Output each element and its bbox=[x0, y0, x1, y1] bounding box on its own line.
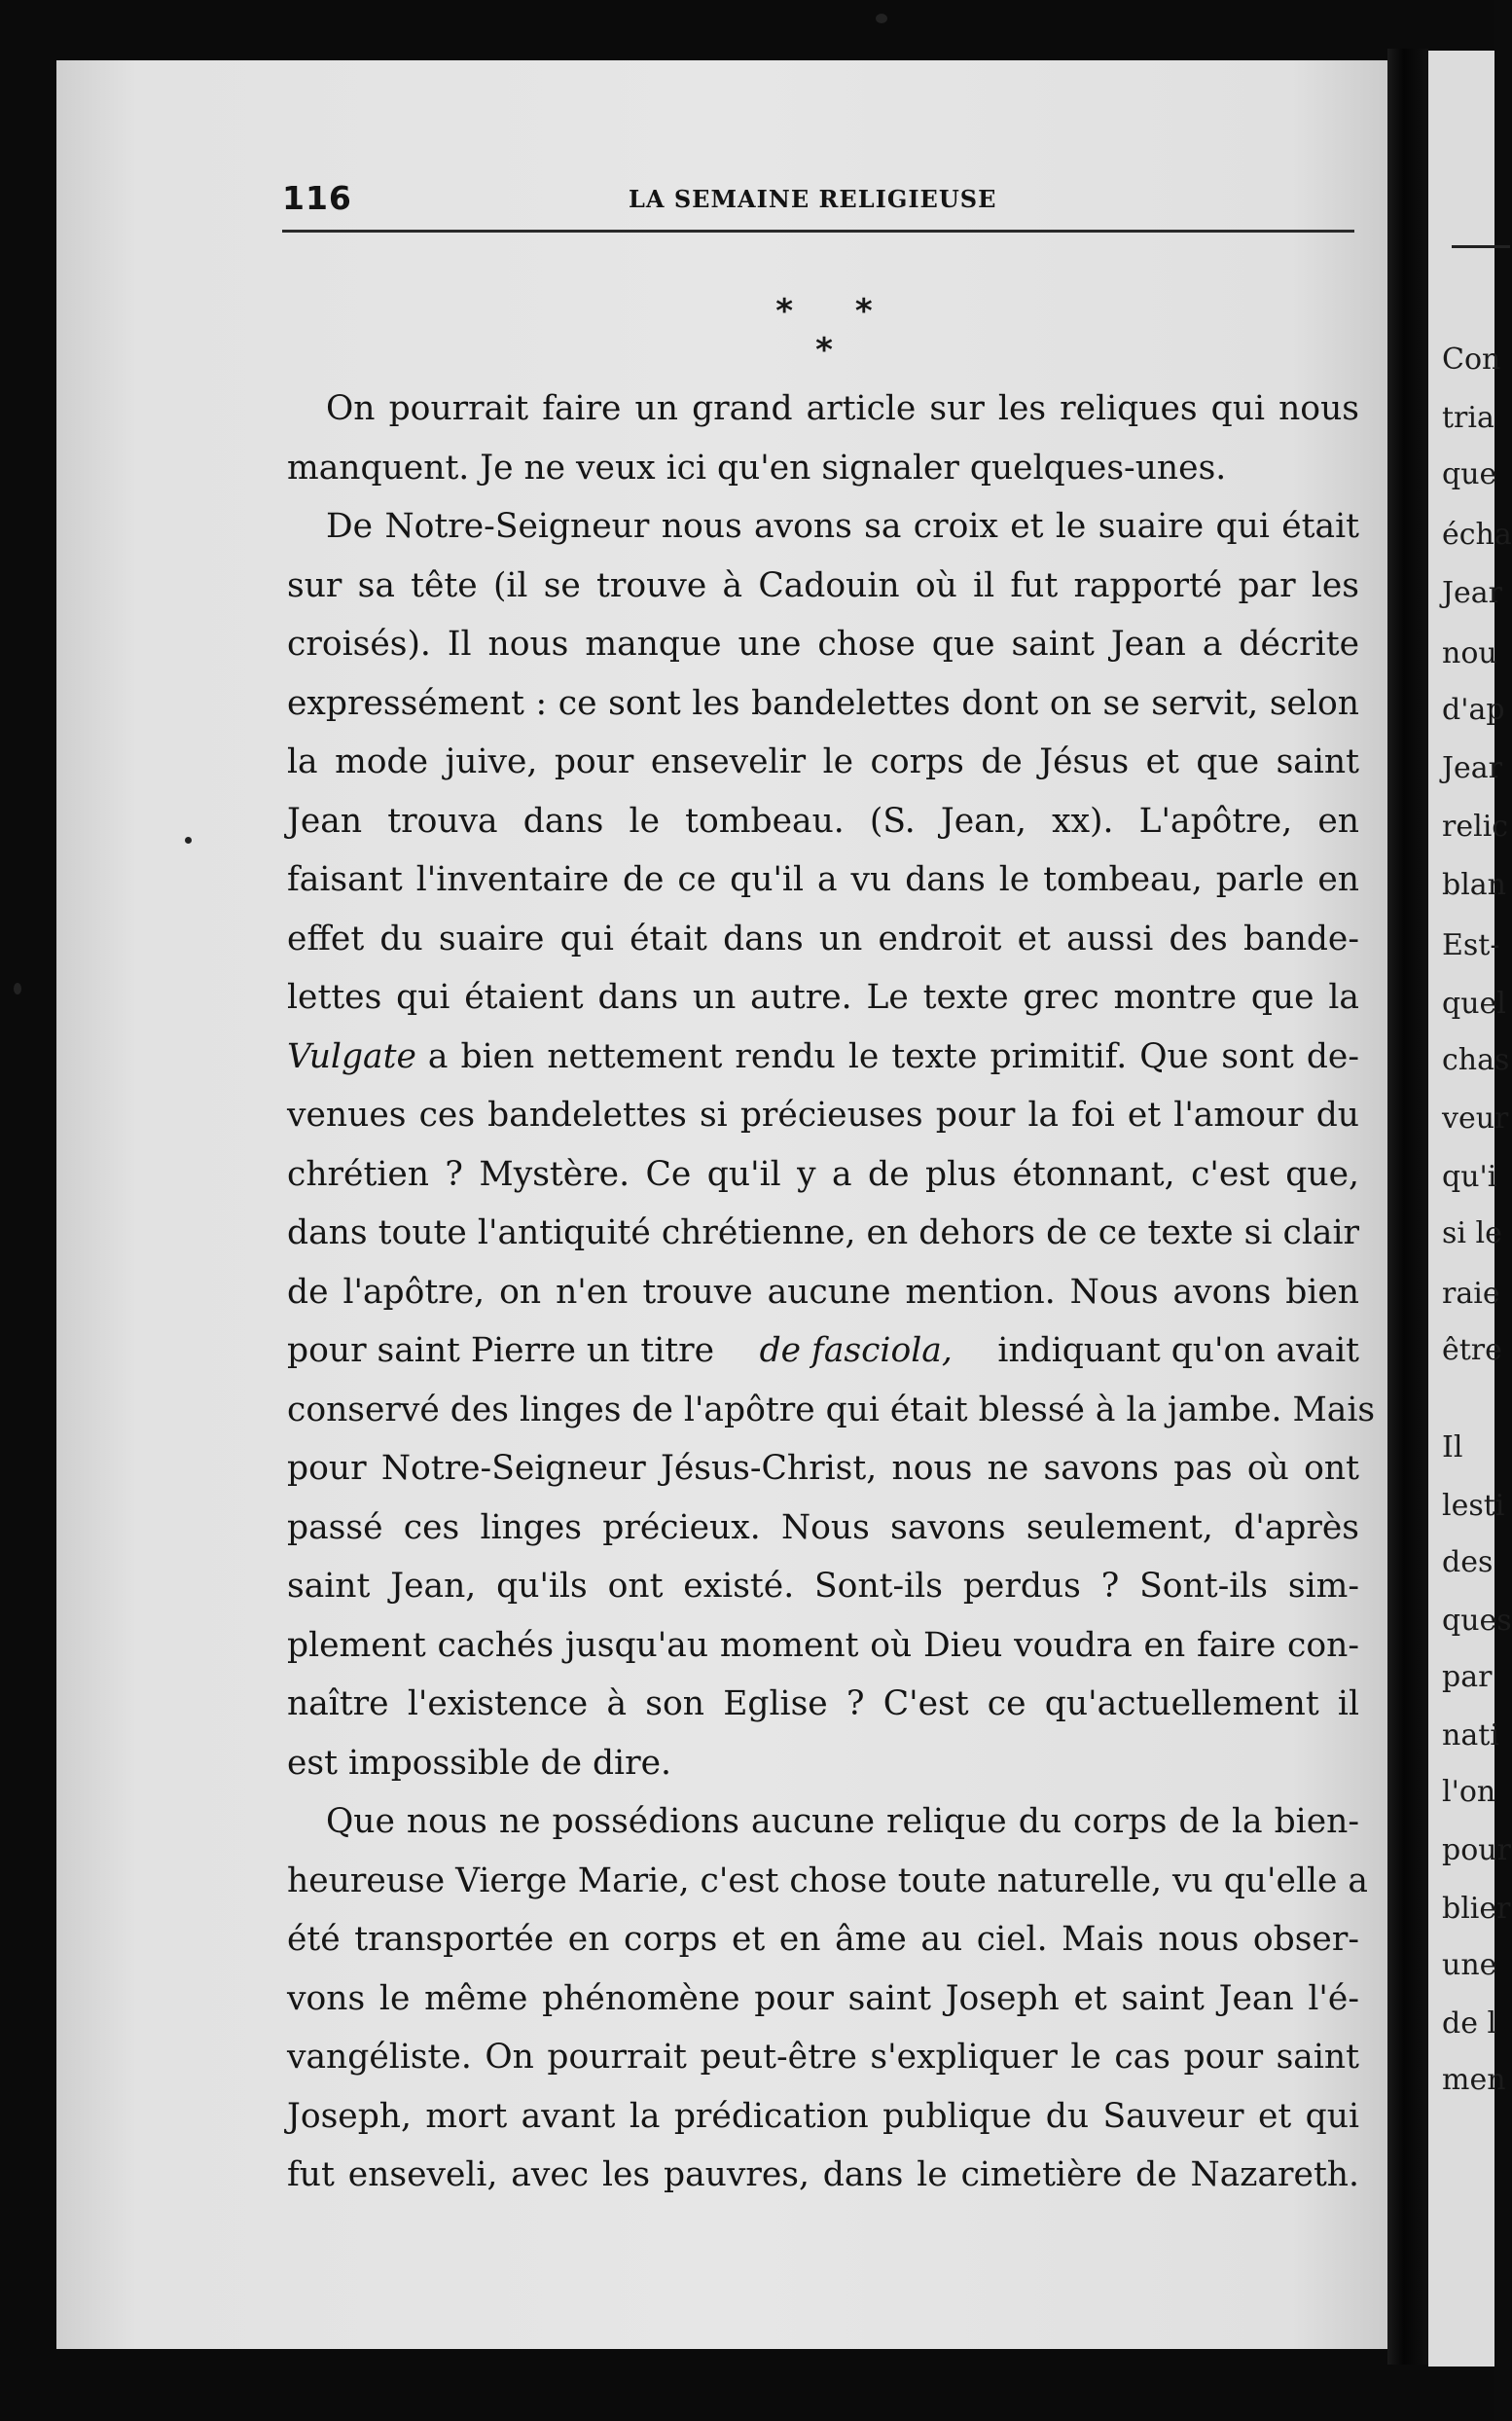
facing-page-line: l'on bbox=[1442, 1775, 1496, 1809]
italic-term-vulgate: Vulgate bbox=[287, 1036, 416, 1076]
text-line: vangéliste. On pourrait peut-être s'expliquer le cas pour saint bbox=[287, 2038, 1359, 2077]
facing-page-line: Est- bbox=[1442, 928, 1500, 962]
text-line: fut enseveli, avec les pauvres, dans le cimetière de Nazareth. bbox=[287, 2155, 1359, 2194]
text-fragment: pour saint Pierre un titre bbox=[287, 1331, 714, 1370]
facing-page-line: Jear bbox=[1442, 751, 1503, 785]
facing-page-line: être bbox=[1442, 1333, 1502, 1367]
text-fragment: indiquant qu'on avait bbox=[997, 1331, 1359, 1370]
facing-page-line: par bbox=[1442, 1660, 1493, 1694]
text-line: de l'apôtre, on n'en trouve aucune mention. Nous avons bien bbox=[287, 1272, 1359, 1312]
text-line: faisant l'inventaire de ce qu'il a vu dans le tombeau, parle en bbox=[287, 860, 1359, 899]
facing-page-line: veur bbox=[1442, 1102, 1509, 1136]
article-body bbox=[287, 379, 1376, 2205]
facing-page-line: écha bbox=[1442, 518, 1512, 552]
header-rule bbox=[282, 230, 1354, 233]
section-ornament: * * * bbox=[775, 292, 898, 370]
italic-term-fasciola: de fasciola, bbox=[759, 1331, 953, 1370]
text-line: dans toute l'antiquité chrétienne, en dehors de ce texte si clair bbox=[287, 1213, 1359, 1252]
facing-page-line: blier bbox=[1442, 1892, 1511, 1926]
facing-page-line: lesti bbox=[1442, 1489, 1505, 1523]
text-line: heureuse Vierge Marie, c'est chose toute naturelle, vu qu'elle a bbox=[287, 1861, 1368, 1900]
text-line: conservé des linges de l'apôtre qui était blessé à la jambe. Mais bbox=[287, 1390, 1376, 1429]
text-fragment: a bien nettement rendu le texte primitif. Que sont de- bbox=[427, 1036, 1359, 1076]
facing-page-line: si le bbox=[1442, 1216, 1502, 1250]
text-line: Jean trouva dans le tombeau. (S. Jean, xx). L'apôtre, en bbox=[287, 801, 1359, 841]
text-line-mixed bbox=[287, 1028, 1359, 1087]
facing-page-line: relic bbox=[1442, 810, 1509, 844]
text-line: passé ces linges précieux. Nous savons seulement, d'après bbox=[287, 1507, 1359, 1547]
facing-page-line: chas bbox=[1442, 1043, 1510, 1077]
facing-page-line: tria bbox=[1442, 401, 1494, 435]
facing-page-line: raie bbox=[1442, 1277, 1500, 1311]
running-title: LA SEMAINE RELIGIEUSE bbox=[629, 185, 997, 213]
facing-page-line: une bbox=[1442, 1948, 1497, 1982]
text-line: venues ces bandelettes si précieuses pour la foi et l'amour du bbox=[287, 1096, 1359, 1135]
text-line: chrétien ? Mystère. Ce qu'il y a de plus étonnant, c'est que, bbox=[287, 1154, 1359, 1194]
text-line: plement cachés jusqu'au moment où Dieu voudra en faire con- bbox=[287, 1625, 1359, 1665]
page-number: 116 bbox=[282, 179, 352, 217]
text-line: vons le même phénomène pour saint Joseph et saint Jean l'é- bbox=[287, 1978, 1359, 2018]
text-line: naître l'existence à son Eglise ? C'est ce qu'actuellement il bbox=[287, 1684, 1359, 1723]
text-line: sur sa tête (il se trouve à Cadouin où il fut rapporté par les bbox=[287, 565, 1359, 605]
facing-page-line: des bbox=[1442, 1545, 1494, 1579]
page-header bbox=[282, 179, 1352, 218]
text-line: expressément : ce sont les bandelettes dont on se servit, selon bbox=[287, 683, 1359, 723]
book-gutter bbox=[1387, 49, 1428, 2365]
text-line: Joseph, mort avant la prédication publique du Sauveur et qui bbox=[287, 2096, 1359, 2136]
facing-page-line: Con bbox=[1442, 343, 1501, 377]
facing-page-line: qu'i bbox=[1442, 1160, 1497, 1194]
facing-page-line: blan bbox=[1442, 868, 1507, 902]
facing-page-line: d'ap bbox=[1442, 693, 1505, 727]
text-line: la mode juive, pour ensevelir le corps de Jésus et que saint bbox=[287, 742, 1359, 781]
facing-page-line: Il bbox=[1442, 1430, 1463, 1464]
facing-page-line: Jear bbox=[1442, 576, 1503, 610]
text-line: effet du suaire qui était dans un endroit et aussi des bande- bbox=[287, 919, 1359, 958]
facing-page-rule bbox=[1452, 245, 1510, 248]
facing-page-fragment bbox=[1428, 51, 1512, 2367]
facing-page-line: ques bbox=[1442, 1604, 1512, 1638]
text-line: lettes qui étaient dans un autre. Le texte grec montre que la bbox=[287, 978, 1359, 1017]
facing-page-line: que bbox=[1442, 457, 1497, 491]
facing-page-line: de l bbox=[1442, 2006, 1497, 2041]
text-line: croisés). Il nous manque une chose que saint Jean a décrite bbox=[287, 625, 1359, 664]
text-line: De Notre-Seigneur nous avons sa croix et le suaire qui était bbox=[326, 507, 1359, 546]
scan-speck bbox=[876, 14, 887, 23]
facing-page-line: pour bbox=[1442, 1833, 1511, 1867]
scan-speck bbox=[14, 983, 21, 994]
facing-page-line: quel bbox=[1442, 987, 1506, 1021]
text-line: été transportée en corps et en âme au ciel. Mais nous obser- bbox=[287, 1920, 1359, 1959]
text-line: Que nous ne possédions aucune relique du corps de la bien- bbox=[326, 1802, 1359, 1841]
facing-page-line: nou bbox=[1442, 636, 1497, 670]
text-line: On pourrait faire un grand article sur les reliques qui nous bbox=[326, 389, 1359, 428]
text-line: est impossible de dire. bbox=[287, 1743, 671, 1783]
text-line: manquent. Je ne veux ici qu'en signaler quelques-unes. bbox=[287, 448, 1227, 488]
scan-speck bbox=[185, 837, 192, 844]
text-line-mixed bbox=[287, 1321, 1359, 1381]
text-line: pour Notre-Seigneur Jésus-Christ, nous ne savons pas où ont bbox=[287, 1449, 1359, 1488]
facing-page-line: men bbox=[1442, 2063, 1506, 2097]
text-line: saint Jean, qu'ils ont existé. Sont-ils perdus ? Sont-ils sim- bbox=[287, 1567, 1359, 1606]
facing-page-line: nati bbox=[1442, 1718, 1499, 1753]
